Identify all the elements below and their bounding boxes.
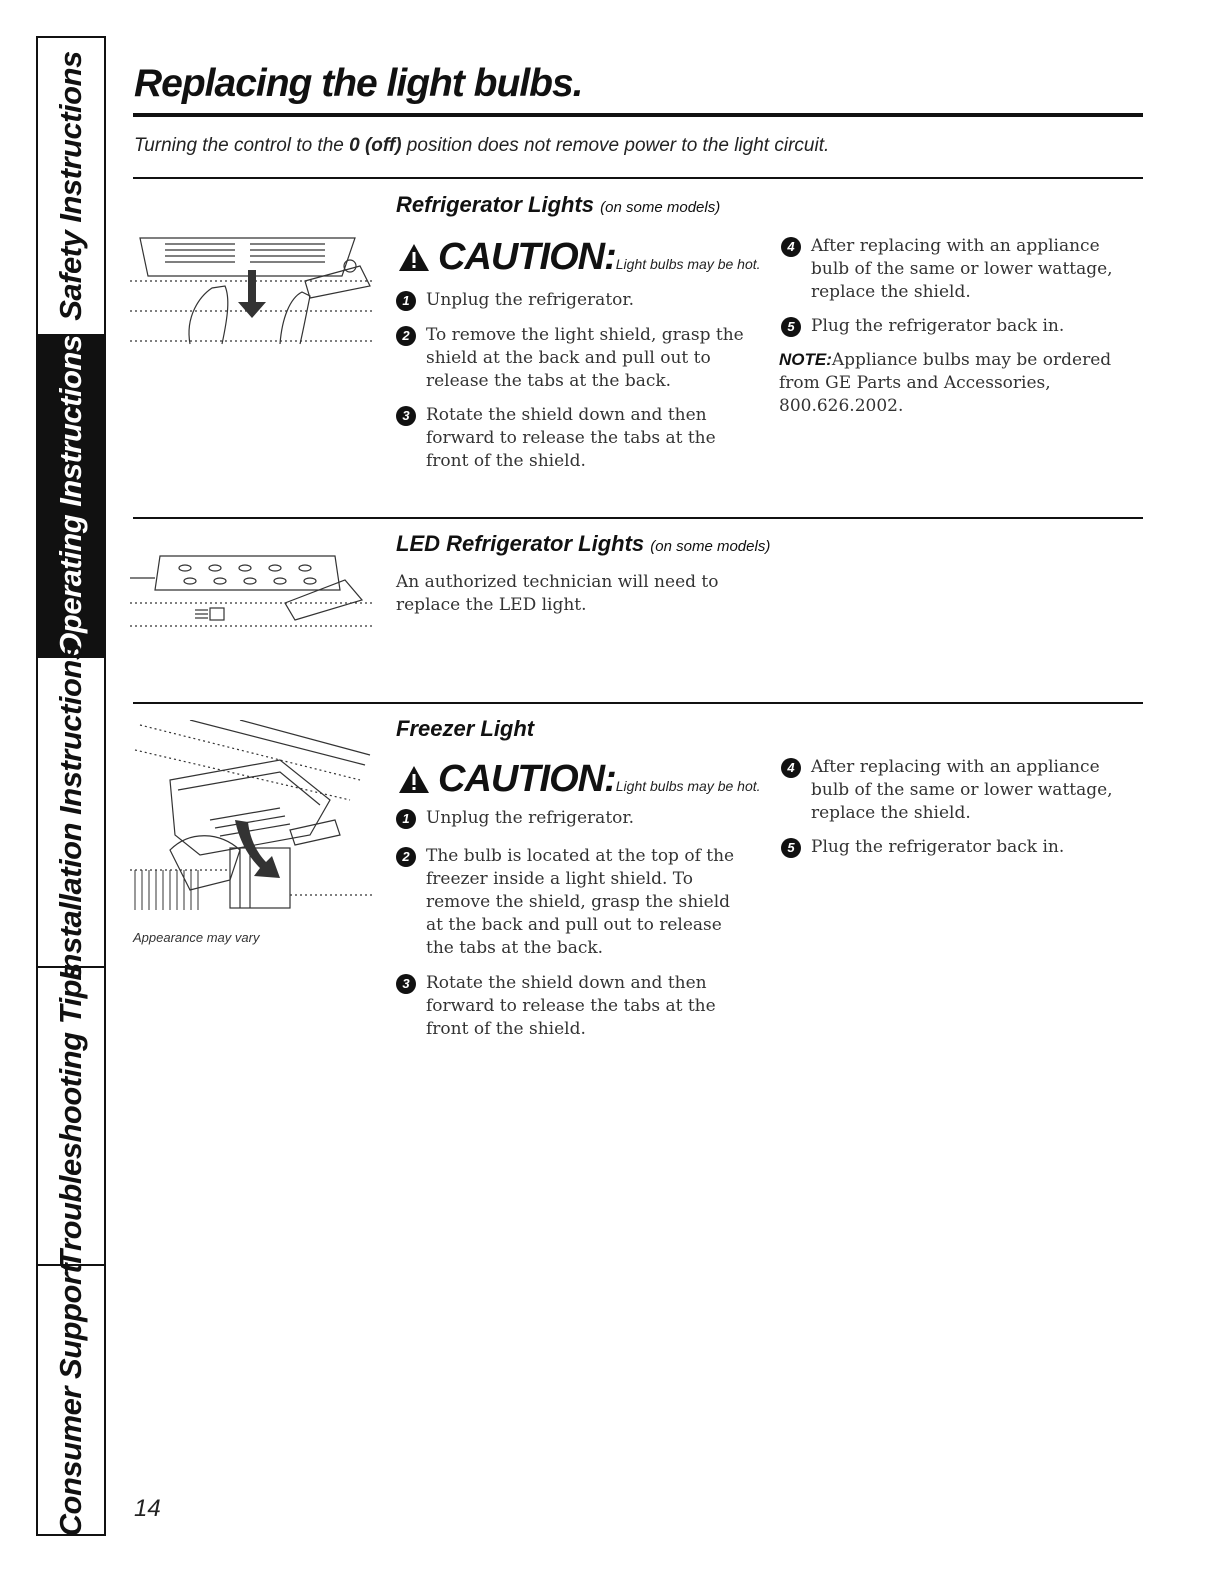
refrigerator-step-4	[787, 235, 1136, 304]
freezer-light-heading: Freezer Light	[396, 716, 535, 741]
step-text: Unplug the refrigerator.	[426, 808, 635, 828]
step-number-badge: 5	[781, 838, 801, 858]
side-tab-nav	[36, 36, 106, 1536]
tab-safety-instructions[interactable]	[38, 38, 104, 336]
freezer-step-3	[402, 972, 746, 1041]
appearance-caption: Appearance may vary	[133, 930, 260, 945]
led-light-illustration	[130, 548, 375, 648]
caution-word: CAUTION:	[438, 758, 616, 800]
parts-note	[779, 348, 1124, 418]
section-divider	[133, 517, 1143, 519]
led-lights-heading	[396, 531, 770, 557]
tab-label: Safety Instructions	[53, 51, 88, 321]
freezer-step-5	[787, 836, 1136, 859]
tab-installation-instructions[interactable]	[38, 643, 104, 981]
step-text: Rotate the shield down and then forward to release the tabs at the front of the shield.	[426, 405, 716, 471]
heading-note: (on some models)	[600, 199, 721, 216]
freezer-step-1	[402, 807, 756, 830]
step-number-badge: 3	[396, 406, 416, 426]
step-text: Unplug the refrigerator.	[426, 290, 635, 310]
tab-operating-instructions[interactable]	[38, 336, 104, 658]
freezer-step-2	[402, 845, 746, 960]
step-text: After replacing with an appliance bulb of the same or lower wattage, replace the shield.	[811, 757, 1113, 823]
tab-troubleshooting-tips[interactable]	[38, 963, 104, 1269]
caution-banner	[398, 758, 761, 801]
caution-word: CAUTION:	[438, 236, 616, 278]
page-title: Replacing the light bulbs.	[134, 62, 583, 105]
page-number: 14	[134, 1495, 161, 1522]
step-text: The bulb is located at the top of the freezer inside a light shield. To remove the shield, grasp the shield at the back and pull out to release the tabs at the back.	[426, 846, 735, 958]
step-text: Plug the refrigerator back in.	[811, 837, 1065, 857]
refrigerator-step-5	[787, 315, 1136, 338]
step-text: After replacing with an appliance bulb of the same or lower wattage, replace the shield.	[811, 236, 1113, 302]
warning-triangle-icon	[398, 243, 430, 272]
caution-banner	[398, 236, 761, 279]
heading-note: (on some models)	[650, 538, 771, 555]
subtitle-tail: position does not remove power to the light circuit.	[401, 135, 830, 156]
refrigerator-step-2	[402, 324, 746, 393]
refrigerator-step-1	[402, 289, 756, 312]
warning-triangle-icon	[398, 765, 430, 794]
caution-note: Light bulbs may be hot.	[615, 778, 761, 794]
step-number-badge: 5	[781, 317, 801, 337]
subtitle-bold: 0 (off)	[349, 135, 402, 156]
refrigerator-lights-heading	[396, 192, 720, 218]
refrigerator-step-3	[402, 404, 746, 473]
step-number-badge: 1	[396, 809, 416, 829]
step-number-badge: 4	[781, 758, 801, 778]
step-text: To remove the light shield, grasp the shield at the back and pull out to release the tabs at the back.	[426, 325, 744, 391]
tab-label: Troubleshooting Tips	[53, 963, 88, 1269]
refrigerator-light-illustration	[130, 226, 375, 356]
subtitle-lead: Turning the control to the	[134, 135, 350, 156]
tab-label: Consumer Support	[53, 1263, 88, 1537]
note-label: NOTE:	[779, 350, 832, 369]
section-divider	[133, 177, 1143, 179]
freezer-light-illustration	[130, 720, 375, 915]
step-text: Rotate the shield down and then forward to release the tabs at the front of the shield.	[426, 973, 716, 1039]
tab-label: Operating Instructions	[53, 335, 88, 657]
step-number-badge: 2	[396, 847, 416, 867]
caution-note: Light bulbs may be hot.	[615, 256, 761, 272]
step-text: Plug the refrigerator back in.	[811, 316, 1065, 336]
heading-text: LED Refrigerator Lights	[396, 531, 645, 556]
step-number-badge: 3	[396, 974, 416, 994]
step-number-badge: 1	[396, 291, 416, 311]
tab-consumer-support[interactable]	[38, 1263, 104, 1537]
title-rule	[133, 113, 1143, 117]
note-text: Appliance bulbs may be ordered from GE Parts and Accessories, 800.626.2002.	[779, 350, 1112, 416]
section-divider	[133, 702, 1143, 704]
page-subtitle	[134, 135, 829, 157]
tab-label: Installation Instructions	[53, 643, 88, 981]
heading-text: Refrigerator Lights	[396, 192, 595, 217]
step-number-badge: 2	[396, 326, 416, 346]
freezer-step-4	[787, 756, 1136, 825]
step-number-badge: 4	[781, 237, 801, 257]
led-instruction-text: An authorized technician will need to replace the LED light.	[396, 572, 719, 615]
